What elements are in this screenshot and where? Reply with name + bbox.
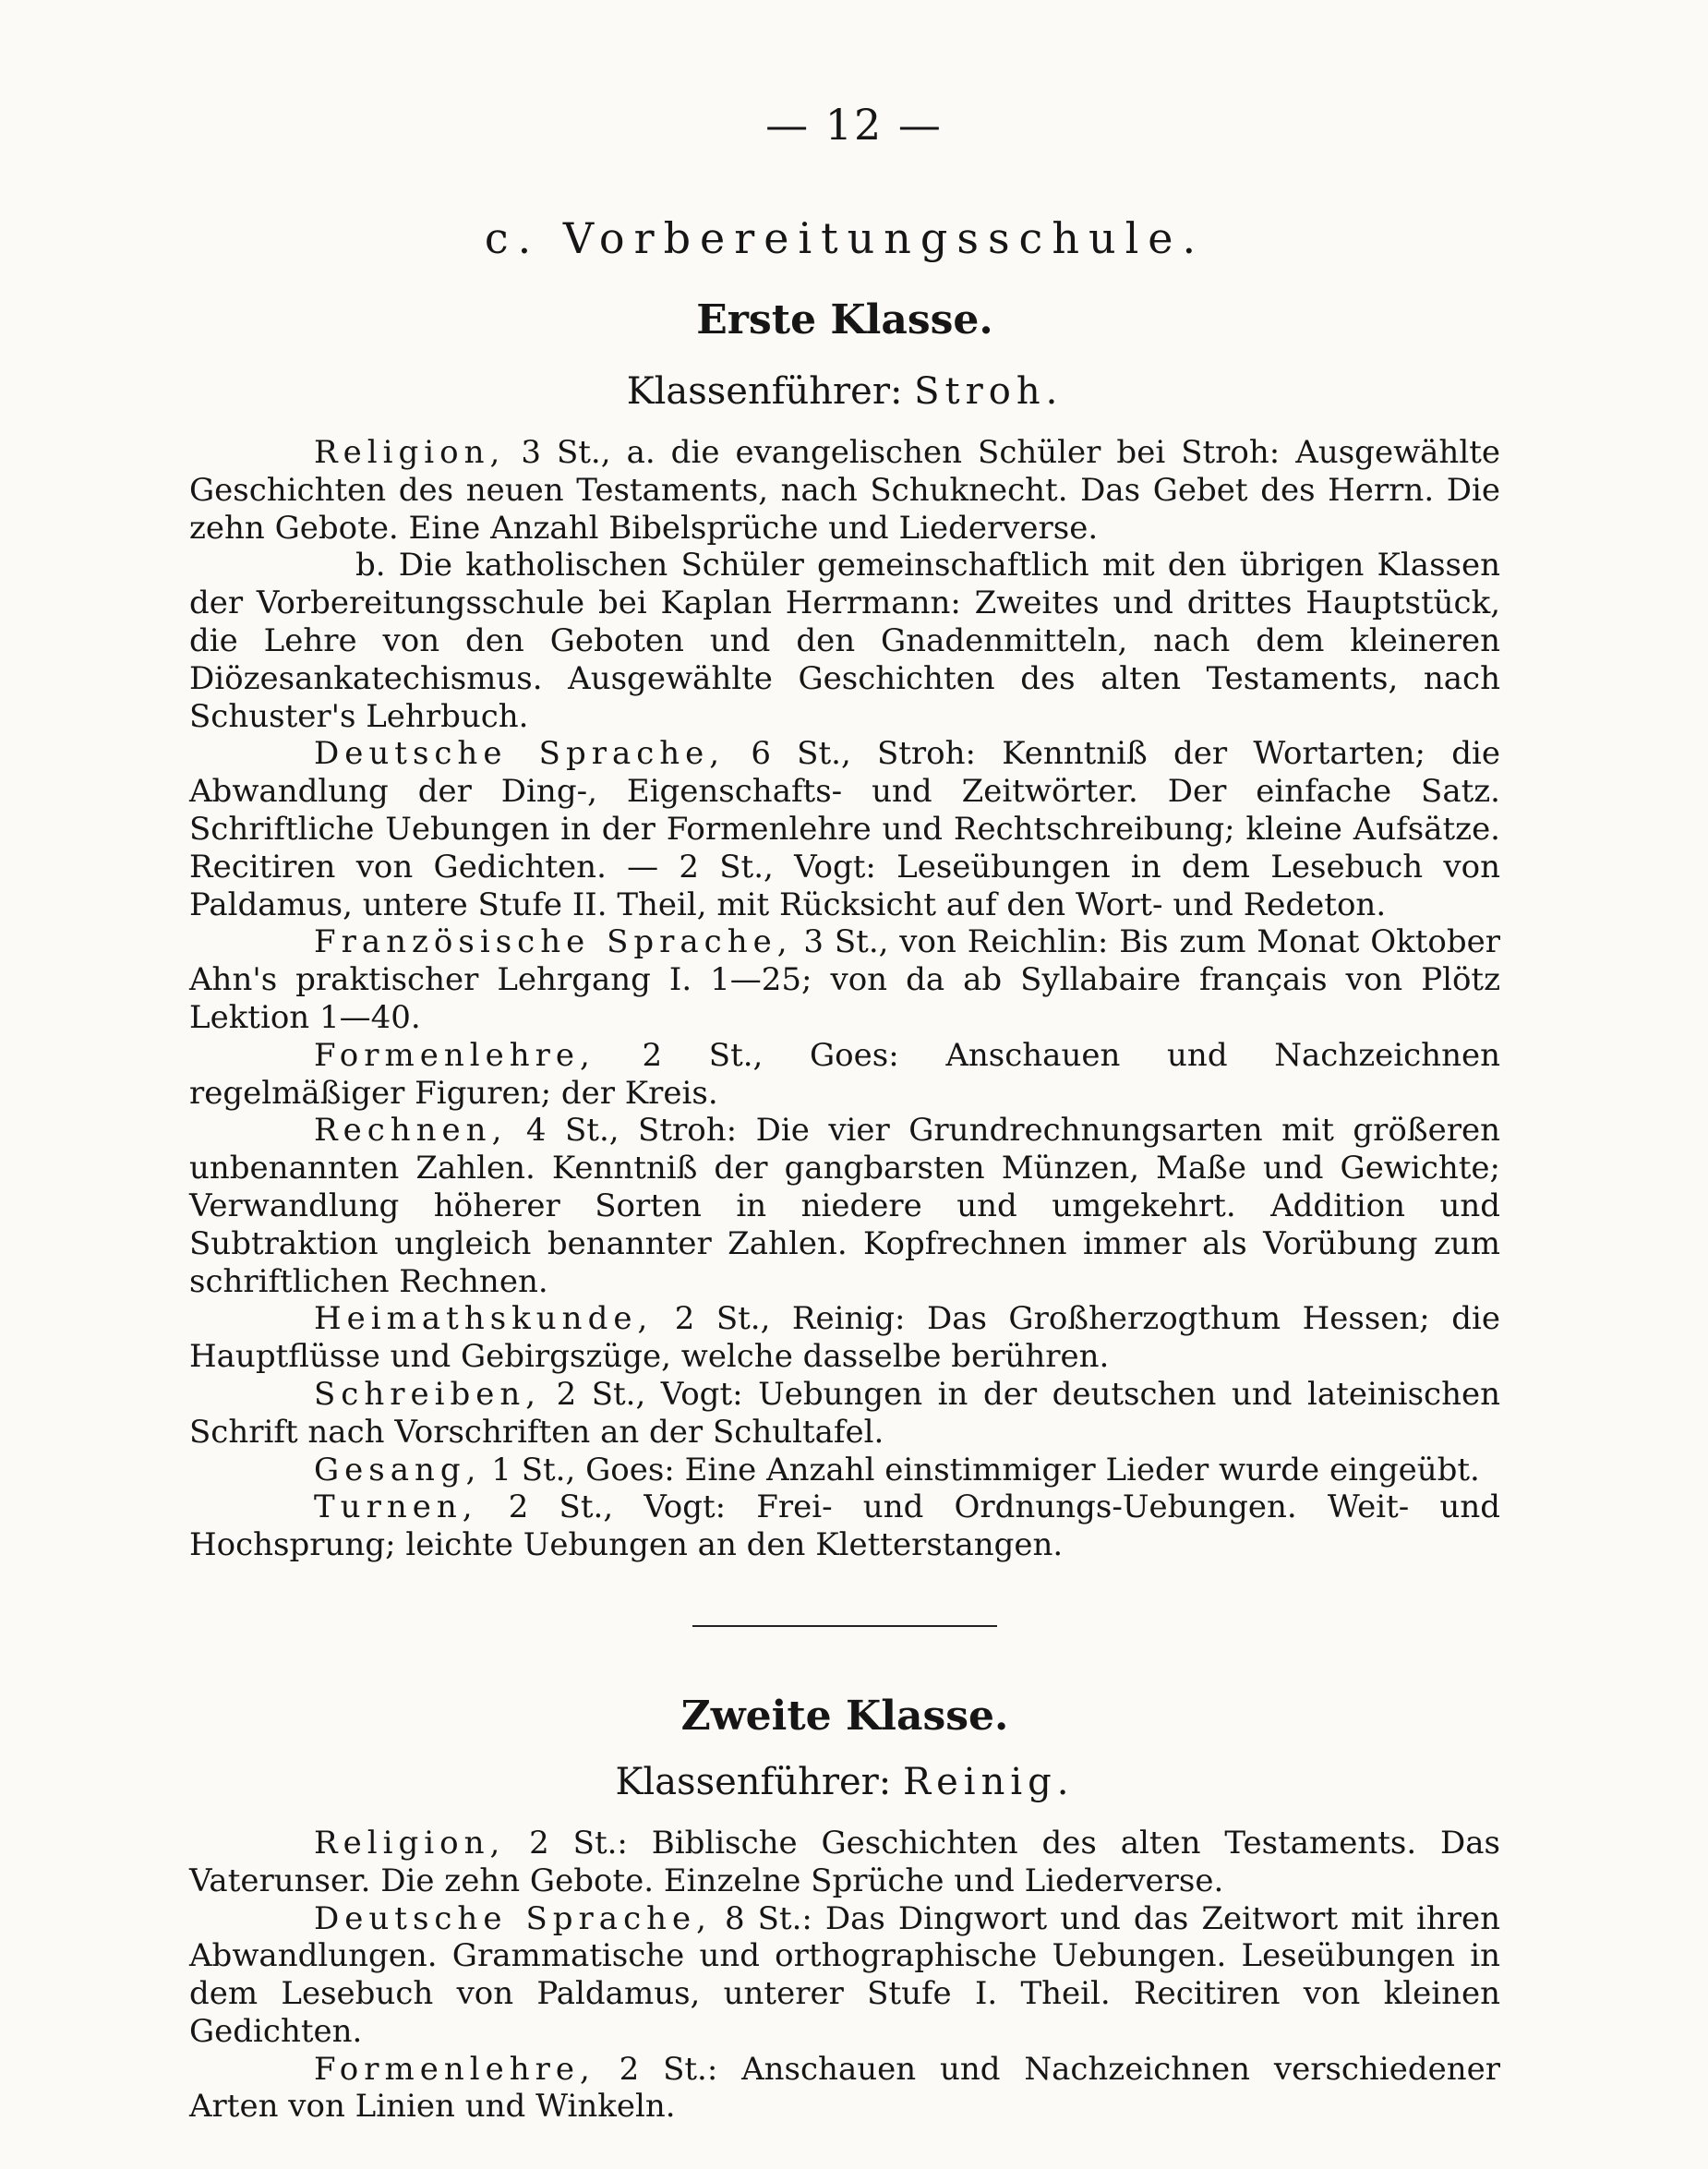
- class-leader-label: Klassenführer:: [615, 1760, 892, 1803]
- subject-text: 2 St., Vogt: Frei- und Ordnungs-Uebungen. Weit- und Hochsprung; leichte Uebungen an den Kletterstangen.: [189, 1488, 1500, 1564]
- subject-entry: [189, 1825, 1500, 1900]
- subject-text: 2 St., Vogt: Uebungen in der deutschen und lateinischen Schrift nach Vorschriften an der Schultafel.: [189, 1375, 1500, 1451]
- subject-entry: [189, 547, 1500, 735]
- subject-name: Gesang,: [314, 1451, 482, 1488]
- subject-entry: [189, 1300, 1500, 1376]
- subject-entry: [189, 1376, 1500, 1452]
- subject-entry: [189, 923, 1500, 1036]
- subject-text: 8 St.: Das Dingwort und das Zeitwort mit ihren Abwandlungen. Grammatische und orthographische Uebungen. Leseübungen in dem Lesebuch von Paldamus, unterer Stufe I. Theil. Recitiren von kleinen Gedichten.: [189, 1899, 1500, 2050]
- subject-text: 2 St., Reinig: Das Großherzogthum Hessen; die Hauptflüsse und Gebirgszüge, welche dasselbe berühren.: [189, 1300, 1500, 1376]
- subject-text: 3 St., von Reichlin: Bis zum Monat Oktober Ahn's praktischer Lehrgang I. 1—25; von da ab Syllabaire français von Plötz Lektion 1—40.: [189, 923, 1500, 1036]
- subject-name: Religion,: [314, 1824, 506, 1862]
- subject-entry: [189, 1452, 1500, 1489]
- subject-name: Rechnen,: [314, 1112, 508, 1150]
- subject-name: Heimathskunde,: [314, 1300, 654, 1338]
- subject-name: Deutsche Sprache,: [314, 1899, 712, 1937]
- subject-entry: [189, 2051, 1500, 2127]
- subject-name: Deutsche Sprache,: [314, 735, 726, 773]
- second-class-section: [189, 1690, 1500, 2126]
- section-divider: [692, 1625, 997, 1627]
- class-leader-name: Reinig.: [902, 1760, 1075, 1803]
- class-leader-label: Klassenführer:: [626, 370, 903, 413]
- class-leader-name: Stroh.: [914, 370, 1064, 413]
- subject-text: 2 St.: Biblische Geschichten des alten Testaments. Das Vaterunser. Die zehn Gebote. Einzelne Sprüche und Liederverse.: [189, 1824, 1500, 1899]
- subject-entry: [189, 1112, 1500, 1300]
- subject-name: Religion,: [314, 434, 506, 471]
- subject-text: b. Die katholischen Schüler gemeinschaftlich mit den übrigen Klassen der Vorbereitungsschule bei Kaplan Herrmann: Zweites und drittes Hauptstück, die Lehre von den Geboten und den Gnadenmitteln, nach dem kleineren Diözesankatechismus. Ausgewählte Geschichten des alten Testaments, nach Schuster's Lehrbuch.: [189, 547, 1500, 735]
- class-leader-line: [189, 1756, 1500, 1808]
- subject-text: 2 St., Goes: Anschauen und Nachzeichnen regelmäßiger Figuren; der Kreis.: [189, 1036, 1500, 1112]
- subject-entry: [189, 1037, 1500, 1113]
- subject-text: 2 St.: Anschauen und Nachzeichnen verschiedener Arten von Linien und Winkeln.: [189, 2050, 1500, 2126]
- section-title: c. Vorbereitungsschule.: [484, 213, 1206, 263]
- first-class-section: [189, 294, 1500, 1564]
- subject-name: Turnen,: [314, 1488, 478, 1526]
- subject-name: Formenlehre,: [314, 1036, 595, 1074]
- class-leader-line: [189, 366, 1500, 417]
- subject-text: 6 St., Stroh: Kenntniß der Wortarten; die Abwandlung der Ding-, Eigenschafts- und Zeitwörter. Der einfache Satz. Schriftliche Uebungen in der Formenlehre und Rechtschreibung; kleine Aufsätze. Recitiren von Gedichten. — 2 St., Vogt: Leseübungen in dem Lesebuch von Paldamus, untere Stufe II. Theil, mit Rücksicht auf den Wort- und Redeton.: [189, 735, 1500, 923]
- class-heading: Zweite Klasse.: [680, 1692, 1009, 1740]
- subject-entry: [189, 735, 1500, 923]
- page-number: — 12 —: [765, 100, 943, 150]
- subject-name: Französische Sprache,: [314, 923, 793, 961]
- page-content: [189, 211, 1500, 2126]
- subject-entry: [189, 434, 1500, 547]
- subject-text: 1 St., Goes: Eine Anzahl einstimmiger Lieder wurde eingeübt.: [481, 1451, 1480, 1488]
- subject-entry: [189, 1900, 1500, 2051]
- subject-name: Formenlehre,: [314, 2050, 595, 2088]
- subject-text: 3 St., a. die evangelischen Schüler bei Stroh: Ausgewählte Geschichten des neuen Testaments, nach Schuknecht. Das Gebet des Herrn. Die zehn Gebote. Eine Anzahl Bibelsprüche und Liederverse.: [189, 434, 1500, 547]
- subject-name: Schreiben,: [314, 1375, 542, 1413]
- subject-entry: [189, 1488, 1500, 1564]
- class-heading: Erste Klasse.: [696, 296, 993, 343]
- subject-text: 4 St., Stroh: Die vier Grundrechnungsarten mit größeren unbenannten Zahlen. Kenntniß der gangbarsten Münzen, Maße und Gewichte; Verwandlung höherer Sorten in niedere und umgekehrt. Addition und Subtraktion ungleich benannter Zahlen. Kopfrechnen immer als Vorübung zum schriftlichen Rechnen.: [189, 1112, 1500, 1300]
